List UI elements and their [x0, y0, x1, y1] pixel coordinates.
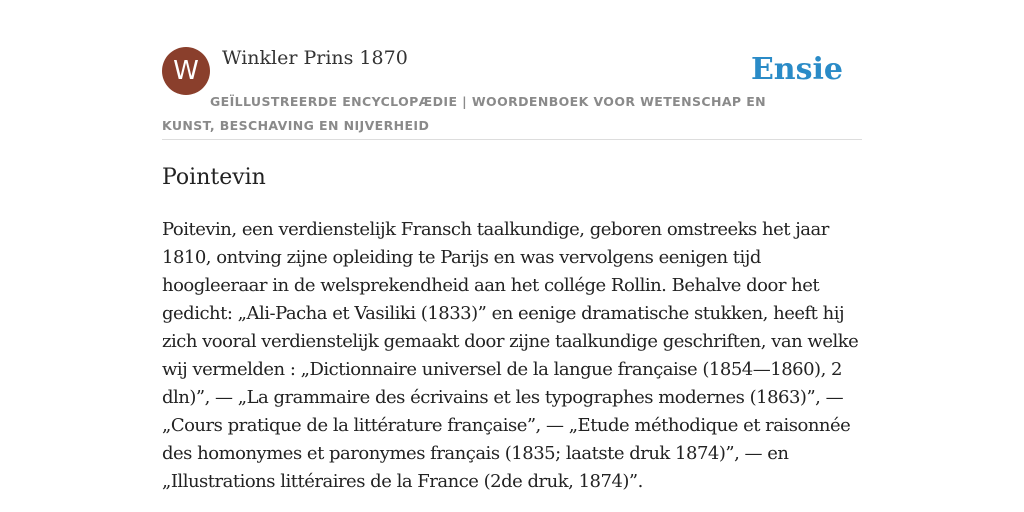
ensie-logo[interactable]: Ensie: [750, 52, 843, 87]
article-title: Pointevin: [162, 165, 266, 190]
source-subtitle: GEÏLLUSTREERDE ENCYCLOPÆDIE | WOORDENBOEK VOOR WETENSCHAP EN KUNST, BESCHAVING EN NIJVERHEID: [162, 94, 767, 133]
source-title[interactable]: Winkler Prins 1870: [222, 47, 408, 69]
article-body: Poitevin, een verdienstelijk Fransch taalkundige, geboren omstreeks het jaar 1810, ontving zijne opleiding te Parijs en was vervolgens eenigen tijd hoogleeraar in de welsprekendheid aan het collége Rollin. Behalve door het gedicht: „Ali-Pacha et Vasiliki (1833)” en eenige dramatische stukken, heeft hij zich vooral verdienstelijk gemaakt door zijne taalkundige geschriften, van welke wij vermelden : „Dictionnaire universel de la langue française (1854—1860), 2 dln)”, — „La grammaire des écrivains et les typographes modernes (1863)”, — „Cours pratique de la littérature française”, — „Etude méthodique et raisonnée des homonymes et paronymes français (1835; laatste druk 1874)”, — en „Illustrations littéraires de la France (2de druk, 1874)”.: [162, 219, 859, 492]
header-divider: [162, 139, 862, 140]
source-avatar[interactable]: W: [162, 47, 210, 95]
